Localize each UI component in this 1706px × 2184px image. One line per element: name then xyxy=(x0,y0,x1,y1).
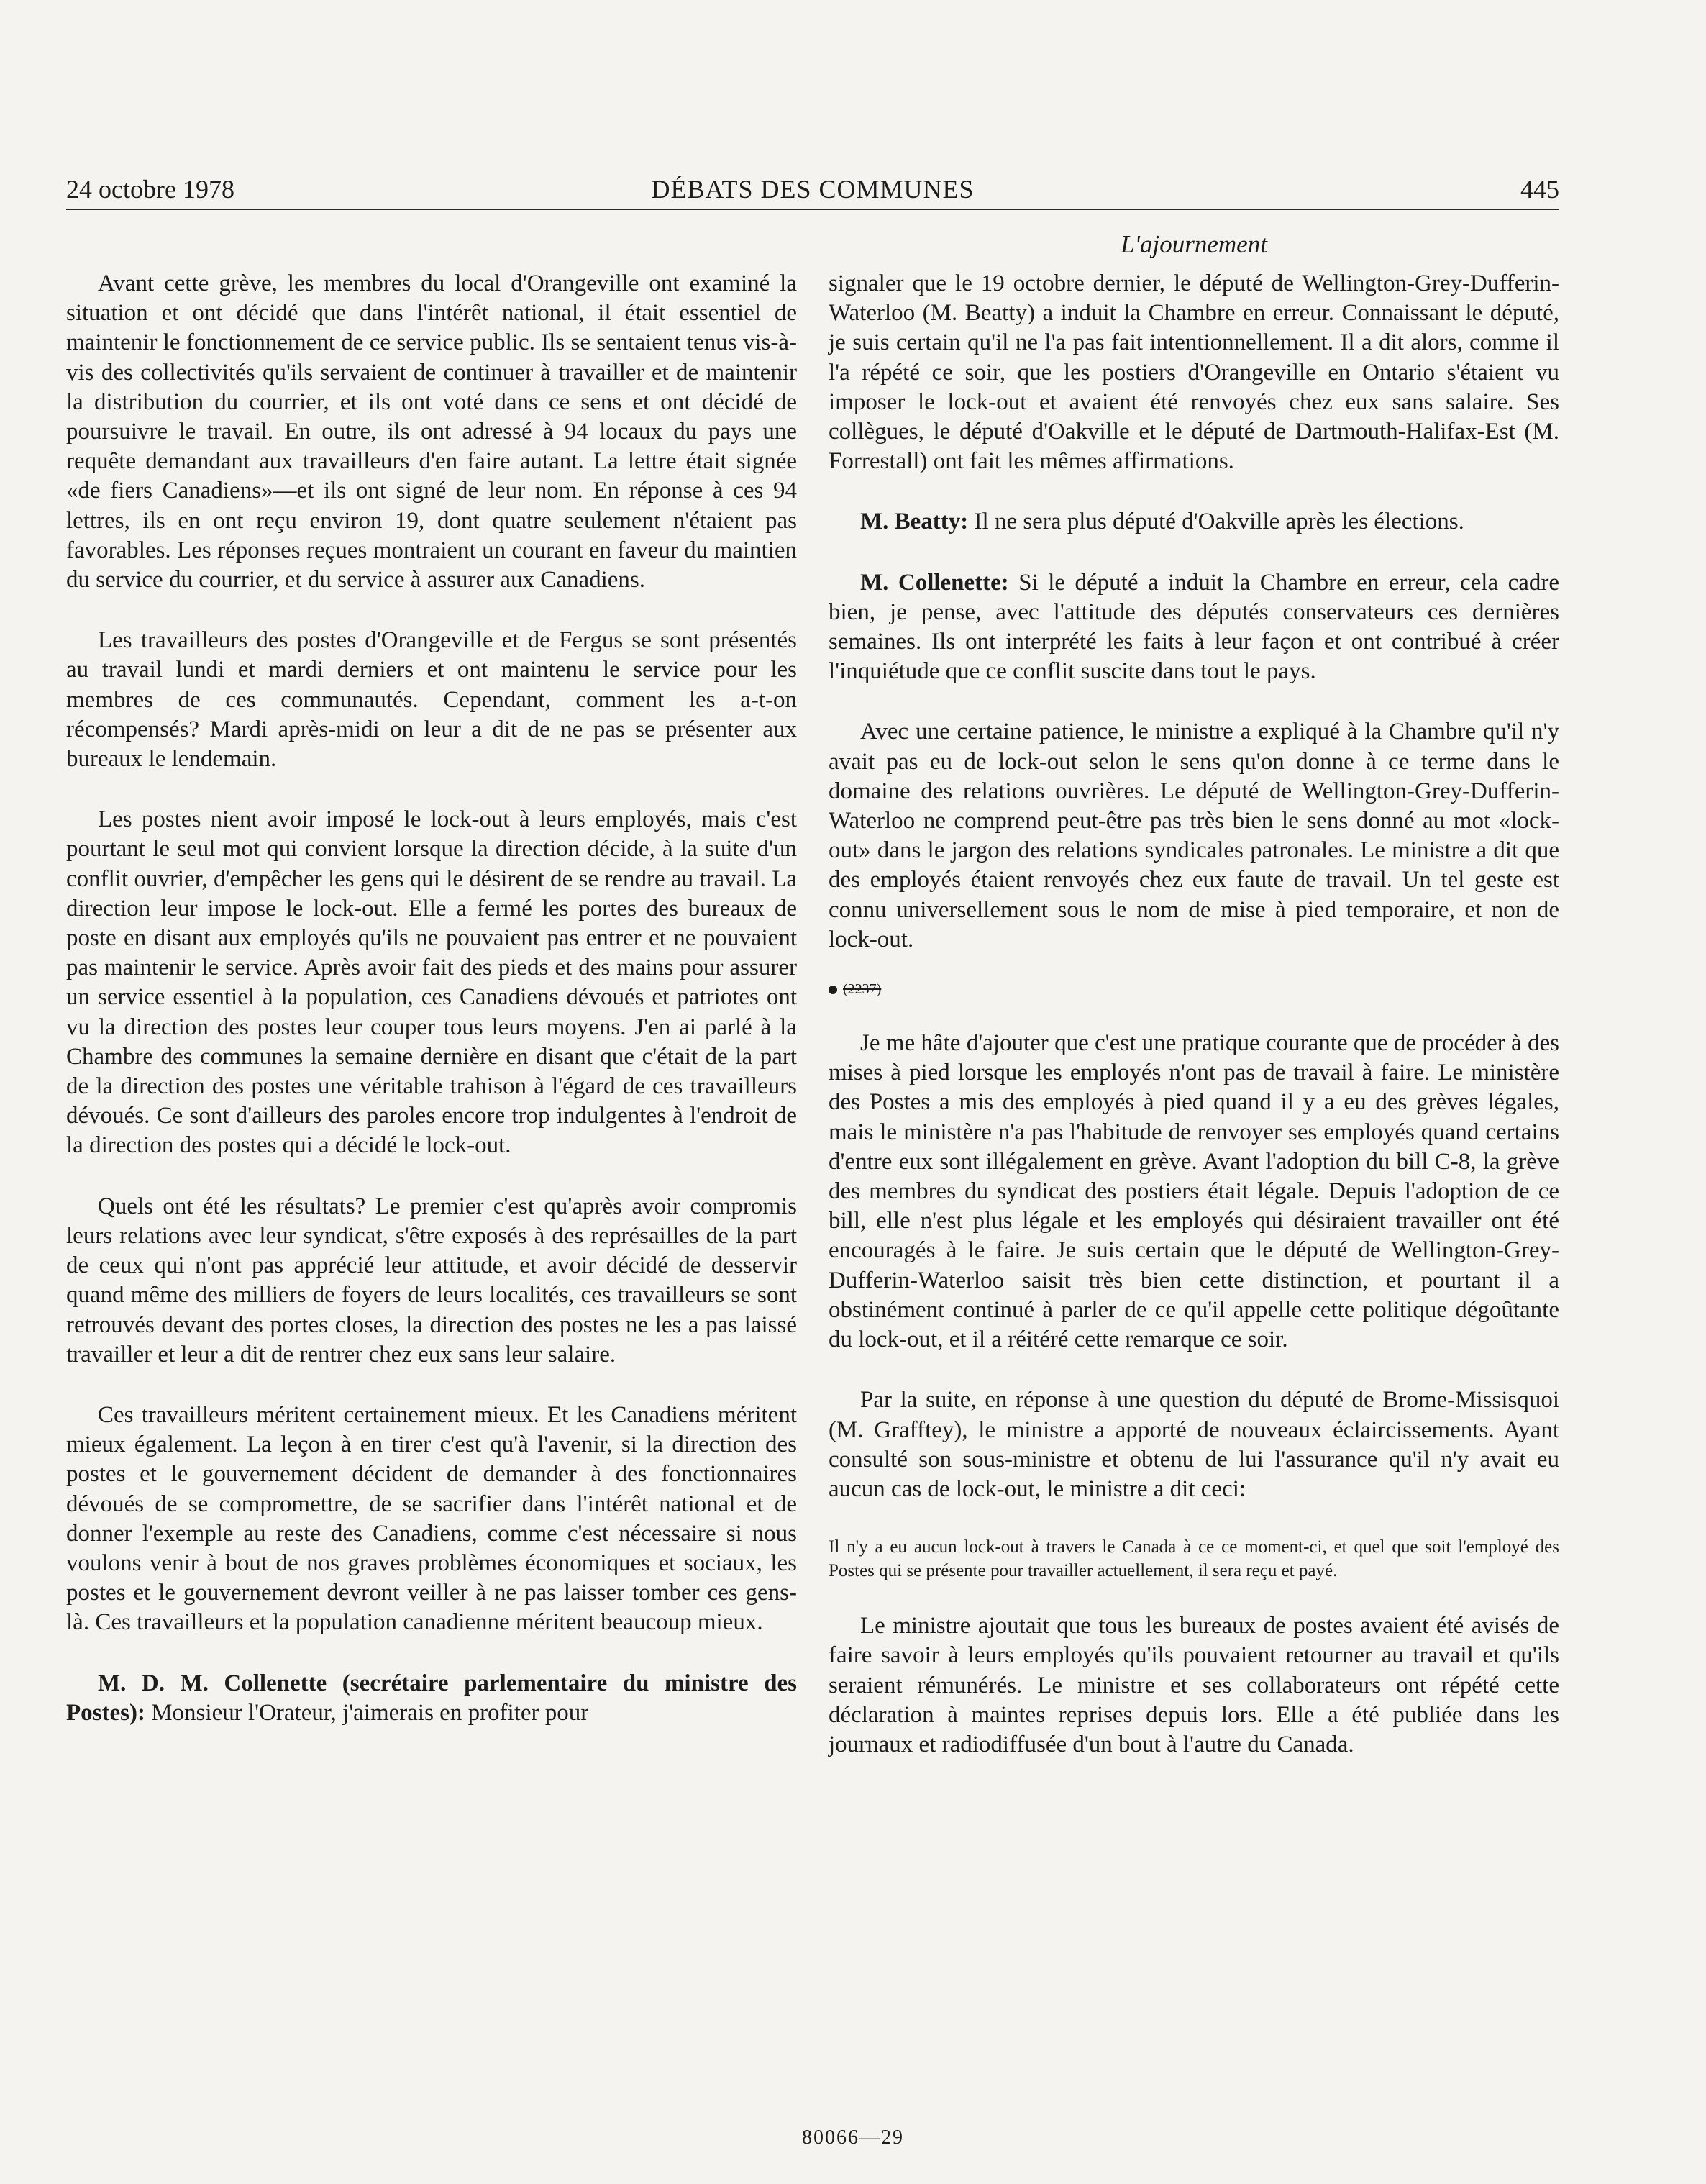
speech-text: Si le député a induit la Chambre en erreur, cela cadre bien, je pense, avec l'attitude des députés conservateurs ces dernières semaines. Ils ont interprété les faits à leur façon et ont contribué à créer l'inquiétude que ce conflit suscite dans tout le pays. xyxy=(829,569,1560,685)
footer-code: 80066—29 xyxy=(802,2126,904,2149)
speech-text: Il ne sera plus député d'Oakville après les élections. xyxy=(968,509,1464,535)
left-column xyxy=(66,269,797,1759)
paragraph: signaler que le 19 octobre dernier, le député de Wellington-Grey-Dufferin-Waterloo (M. Beatty) a induit la Chambre en erreur. Connaissant le député, je suis certain qu'il ne l'a pas fait intentionnellement. Il a dit alors, comme il l'a répété ce soir, que les postiers d'Orangeville en Ontario s'étaient vu imposer le lock-out et avaient été renvoyés chez eux sans salaire. Ses collègues, le député d'Oakville et le député de Dartmouth-Halifax-Est (M. Forrestall) ont fait les mêmes affirmations. xyxy=(829,270,1559,475)
block-quote: Il n'y a eu aucun lock-out à travers le Canada à ce ce moment-ci, et quel que soit l'employé des Postes qui se présente pour travailler actuellement, il sera reçu et payé. xyxy=(829,1537,1559,1581)
header-date: 24 octobre 1978 xyxy=(66,175,234,204)
speaker-paragraph xyxy=(829,568,1559,687)
right-column xyxy=(829,269,1559,1791)
speaker-name: M. Beatty: xyxy=(860,509,969,535)
speaker-paragraph xyxy=(66,1669,797,1728)
running-head: L'ajournement xyxy=(1121,230,1267,258)
page-number: 445 xyxy=(1520,175,1559,204)
speaker-name: M. Collenette: xyxy=(860,569,1009,596)
speaker-name: M. D. M. Collenette (secrétaire parlementaire du ministre des Postes): xyxy=(66,1670,797,1726)
header-rule xyxy=(66,209,1559,210)
paragraph: Par la suite, en réponse à une question du député de Brome-Missisquoi (M. Grafftey), le ministre a apporté de nouveaux éclaircissements. Ayant consulté son sous-ministre et obtenu de lui l'assurance qu'il n'y avait eu aucun cas de lock-out, le ministre a dit ceci: xyxy=(829,1387,1559,1502)
bullet-icon xyxy=(829,986,837,994)
paragraph: Les postes nient avoir imposé le lock-out à leurs employés, mais c'est pourtant le seul mot qui convient lorsque la direction décide, à la suite d'un conflit ouvrier, d'empêcher les gens qui le désirent de se rendre au travail. La direction leur impose le lock-out. Elle a fermé les portes des bureaux de poste en disant aux employés qu'ils ne pouvaient pas entrer et ne pouvaient pas maintenir le service. Après avoir fait des pieds et des mains pour assurer un service essentiel à la population, ces Canadiens dévoués et patriotes ont vu la direction des postes leur couper tous leurs moyens. J'en ai parlé à la Chambre des communes la semaine dernière en disant que c'était de la part de la direction des postes une véritable trahison à l'égard de ces travailleurs dévoués. Ce sont d'ailleurs des paroles encore trop indulgentes à l'endroit de la direction des postes qui a décidé le lock-out. xyxy=(66,806,797,1159)
paragraph: Les travailleurs des postes d'Orangeville et de Fergus se sont présentés au travail lundi et mardi derniers et ont maintenu le service pour les membres de ces communautés. Cependant, comment les a-t-on récompensés? Mardi après-midi on leur a dit de ne pas se présenter aux bureaux le lendemain. xyxy=(66,627,797,773)
time-marker xyxy=(829,978,1559,1000)
paragraph: Je me hâte d'ajouter que c'est une pratique courante que de procéder à des mises à pied lorsque les employés n'ont pas de travail à faire. Le ministère des Postes a mis des employés à pied quand il y a eu des grèves légales, mais le ministère n'a pas l'habitude de renvoyer ses employés quand certains d'entre eux sont illégalement en grève. Avant l'adoption du bill C-8, la grève des membres du syndicat des postiers était légale. Depuis l'adoption de ce bill, elle n'est plus légale et les employés qui désiraient travailler ont été encouragés à le faire. Je suis certain que le député de Wellington-Grey-Dufferin-Waterloo saisit très bien cette distinction, et pourtant il a obstinément continué à parler de ce qu'il appelle cette politique dégoûtante du lock-out, et il a réitéré cette remarque ce soir. xyxy=(829,1030,1559,1353)
paragraph: Ces travailleurs méritent certainement mieux. Et les Canadiens méritent mieux également. La leçon à en tirer c'est qu'à l'avenir, si la direction des postes et le gouvernement décident de demander à des fonctionnaires dévoués de se compromettre, de se sacrifier dans l'intérêt national et de donner l'exemple au reste des Canadiens, comme c'est nécessaire si nous voulons venir à bout de nos graves problèmes économiques et sociaux, les postes et le gouvernement devront veiller à ne pas laisser tomber ces gens-là. Ces travailleurs et la population canadienne méritent beaucoup mieux. xyxy=(66,1401,797,1636)
header-title: DÉBATS DES COMMUNES xyxy=(651,175,975,204)
speaker-paragraph xyxy=(829,507,1559,537)
paragraph: Avant cette grève, les membres du local d'Orangeville ont examiné la situation et ont décidé que dans l'intérêt national, il était essentiel de maintenir le fonctionnement de ce service public. Ils se sentaient tenus vis-à-vis des collectivités qu'ils servaient de continuer à travailler et de maintenir la distribution du courrier, et ils ont voté dans ce sens et ont décidé de poursuivre le travail. En outre, ils ont adressé à 94 locaux du pays une requête demandant aux travailleurs d'en faire autant. La lettre était signée «de fiers Canadiens»—et ils ont signé de leur nom. En réponse à ces 94 lettres, ils en ont reçu environ 19, dont quatre seulement n'étaient pas favorables. Les réponses reçues montraient un courant en faveur du maintien du service du courrier, et du service à assurer aux Canadiens. xyxy=(66,270,797,593)
page-header xyxy=(66,171,1559,207)
paragraph: Avec une certaine patience, le ministre a expliqué à la Chambre qu'il n'y avait pas eu de lock-out selon le sens qu'on donne à ce terme dans le domaine des relations ouvrières. Le député de Wellington-Grey-Dufferin-Waterloo ne comprend peut-être pas très bien le sens donné au mot «lock-out» dans le jargon des relations syndicales patronales. Le ministre a dit que des employés étaient renvoyés chez eux faute de travail. Un tel geste est connu universellement sous le nom de mise à pied temporaire, et non de lock-out. xyxy=(829,719,1559,952)
paragraph: Quels ont été les résultats? Le premier c'est qu'après avoir compromis leurs relations avec leur syndicat, s'être exposés à des représailles de la part de ceux qui n'ont pas apprécié leur attitude, et avoir décidé de desservir quand même des milliers de foyers de leurs localités, ces travailleurs se sont retrouvés devant des portes closes, la direction des postes ne les a pas laissé travailler et leur a dit de rentrer chez eux sans leur salaire. xyxy=(66,1193,797,1368)
time-marker-text: (2237) xyxy=(843,981,882,998)
speech-text: Monsieur l'Orateur, j'aimerais en profiter pour xyxy=(145,1699,589,1726)
paragraph: Le ministre ajoutait que tous les bureaux de postes avaient été avisés de faire savoir à leurs employés qu'ils pouvaient retourner au travail et qu'ils seraient rémunérés. Le ministre et ses collaborateurs ont répété cette déclaration à maintes reprises depuis lors. Elle a été publiée dans les journaux et radiodiffusée d'un bout à l'autre du Canada. xyxy=(829,1613,1559,1757)
